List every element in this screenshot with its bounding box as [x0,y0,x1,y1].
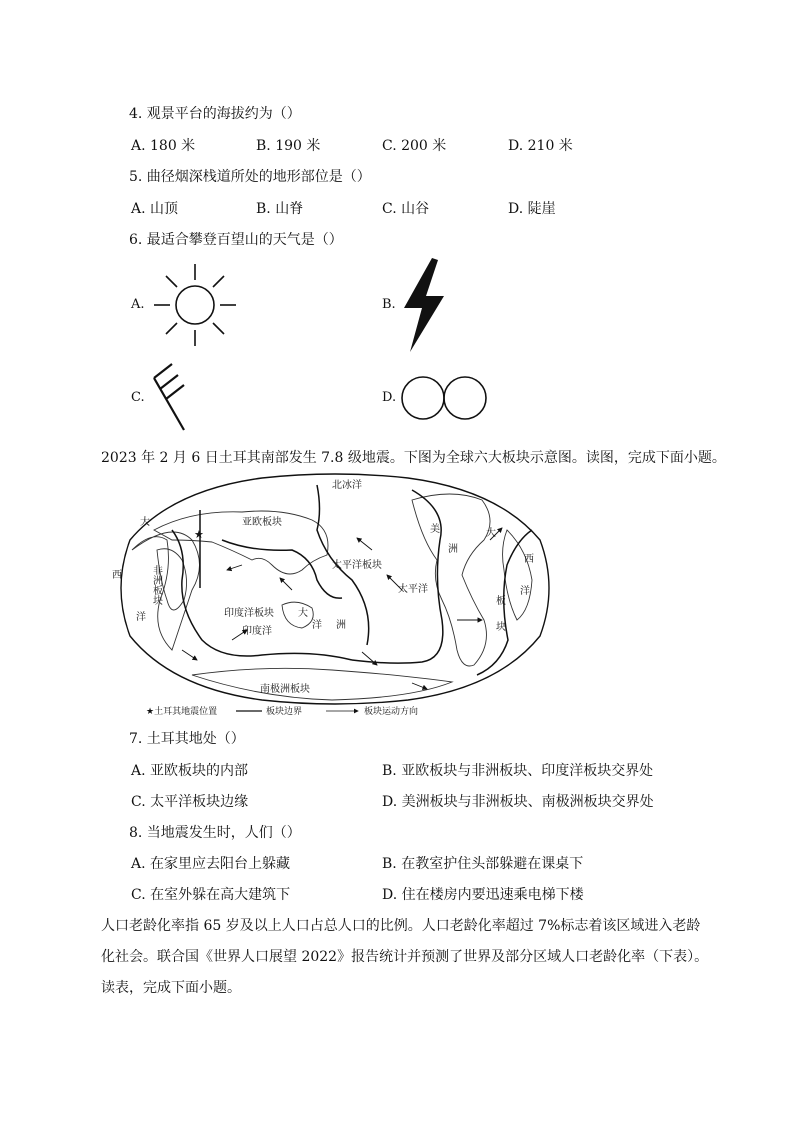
legend-quake: ★土耳其地震位置 [146,707,218,717]
quake-star: ★ [194,528,204,541]
q4-option-b[interactable]: B. 190 米 [256,138,321,154]
legend-motion: 板块运动方向 [364,707,419,717]
question-7-stem: 7. 土耳其地处（） [129,731,245,747]
q7-option-c[interactable]: C. 太平洋板块边缘 [131,794,249,810]
q6-option-b[interactable]: B. [382,297,396,312]
label-eurasia: 亚欧板块 [242,517,282,528]
q8-option-d[interactable]: D. 住在楼房内要迅速乘电梯下楼 [382,887,584,903]
label-oceania-3: 洲 [336,620,346,631]
q5-option-b[interactable]: B. 山脊 [256,201,304,217]
label-atl-east-3: 洋 [520,586,530,597]
q7-option-d[interactable]: D. 美洲板块与非洲板块、南极洲板块交界处 [382,794,654,810]
fog-circles-icon [400,374,490,422]
wind-flag-icon [148,360,198,435]
lightning-icon [400,256,448,354]
label-atl-west-1: 大 [140,517,150,528]
label-pacific-plate: 太平洋板块 [332,560,382,571]
q5-option-d[interactable]: D. 陡崖 [508,201,556,217]
label-arctic: 北冰洋 [332,480,362,491]
legend-boundary: 板块边界 [266,707,303,717]
q8-option-b[interactable]: B. 在教室护住头部躲避在课桌下 [382,856,584,872]
q8-option-c[interactable]: C. 在室外躲在高大建筑下 [131,887,291,903]
q5-option-a[interactable]: A. 山顶 [131,201,179,217]
label-america-1: 美 [430,524,440,535]
q4-option-c[interactable]: C. 200 米 [382,138,447,154]
label-indian-ocean: 印度洋 [242,626,272,637]
q6-option-c[interactable]: C. [131,390,145,405]
outro-line-2: 化社会。联合国《世界人口展望 2022》报告统计并预测了世界及部分区域人口老龄化率（下表）。 [101,949,709,965]
label-atl-west-3: 洋 [136,612,146,623]
world-plates-map [112,470,558,718]
outro-line-1: 人口老龄化率指 65 岁及以上人口占总人口的比例。人口老龄化率超过 7%标志着该区域进入老龄 [101,918,701,934]
question-8-stem: 8. 当地震发生时，人们（） [129,825,301,841]
label-pacific-ocean: 太平洋 [398,584,428,595]
q7-option-b[interactable]: B. 亚欧板块与非洲板块、印度洋板块交界处 [382,763,654,779]
outro-line-3: 读表，完成下面小题。 [101,980,241,996]
label-america-4: 块 [496,622,506,633]
question-6-stem: 6. 最适合攀登百望山的天气是（） [129,232,343,248]
label-africa: 非洲板块 [150,565,162,605]
q4-option-a[interactable]: A. 180 米 [131,138,196,154]
q6-option-d[interactable]: D. [382,390,397,405]
label-atl-east-1: 大 [486,528,496,539]
label-oceania-1: 大 [298,608,308,619]
label-america-2: 洲 [448,544,458,555]
label-atl-east-2: 西 [524,554,534,565]
q7-option-a[interactable]: A. 亚欧板块的内部 [131,763,249,779]
q5-option-c[interactable]: C. 山谷 [382,201,430,217]
map-intro-text: 2023 年 2 月 6 日土耳其南部发生 7.8 级地震。下图为全球六大板块示意图。读图，完成下面小题。 [101,450,726,466]
label-america-3: 板 [496,596,506,607]
question-5-stem: 5. 曲径烟深栈道所处的地形部位是（） [129,169,371,185]
q4-option-d[interactable]: D. 210 米 [508,138,573,154]
label-atl-west-2: 西 [112,570,122,581]
q6-option-a[interactable]: A. [131,297,145,312]
question-4-stem: 4. 观景平台的海拔约为（） [129,106,301,122]
sun-icon [150,260,240,350]
label-antarctic: 南极洲板块 [260,684,310,695]
label-indian-plate: 印度洋板块 [224,608,274,619]
q8-option-a[interactable]: A. 在家里应去阳台上躲藏 [131,856,291,872]
label-oceania-2: 洋 [312,620,322,631]
